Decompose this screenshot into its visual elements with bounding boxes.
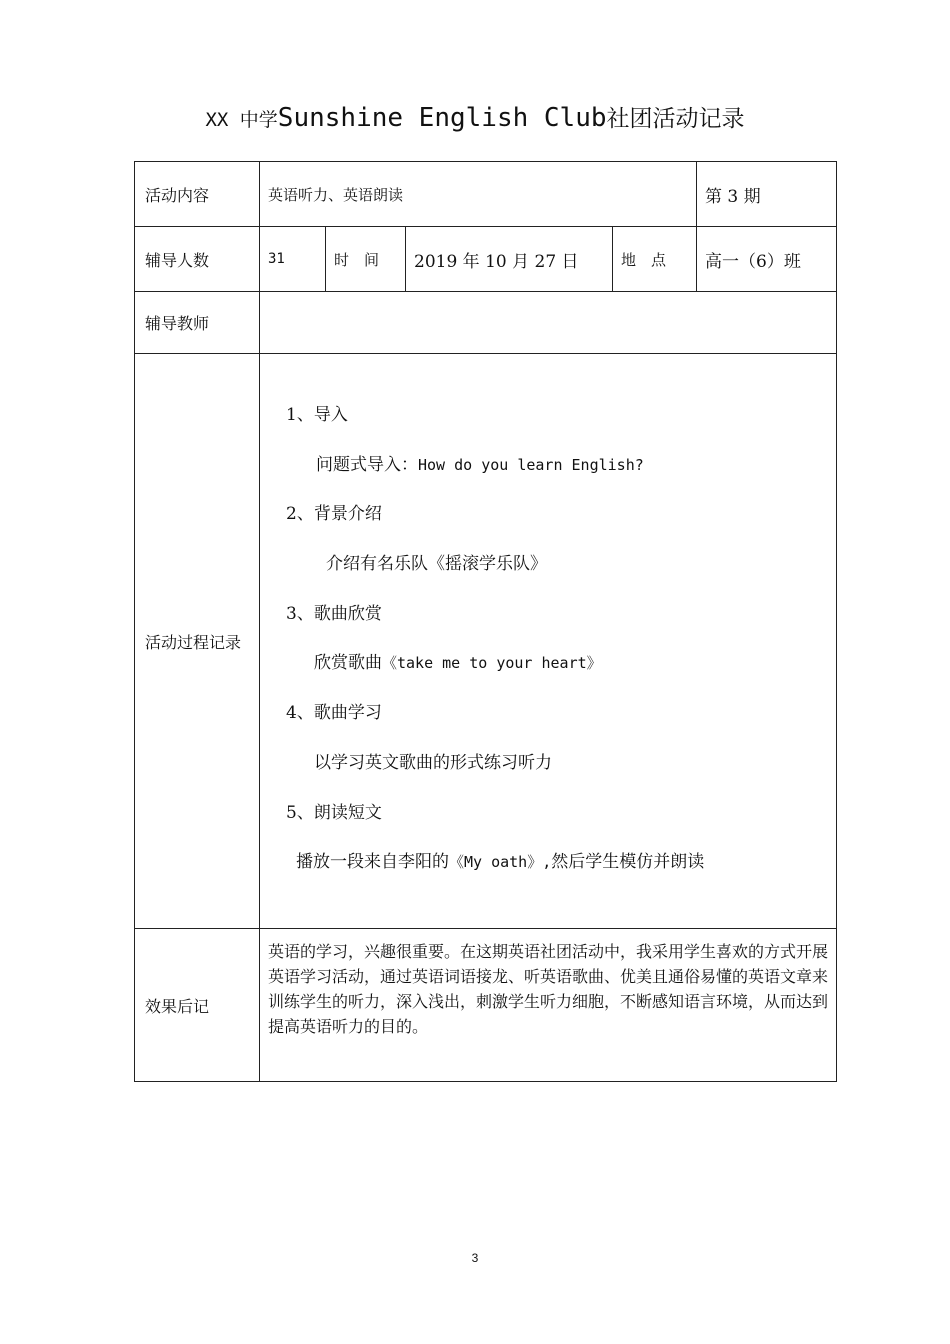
content-label: 活动内容	[135, 162, 260, 227]
count-value: 31	[260, 227, 326, 292]
activity-record-table	[134, 161, 837, 1082]
process-content	[260, 354, 837, 929]
content-value: 英语听力、英语朗读	[260, 162, 697, 227]
teacher-value	[260, 292, 837, 354]
title-club-name: Sunshine English Club	[277, 103, 607, 133]
title-suffix: 社团活动记录	[606, 106, 745, 132]
process-line: 欣赏歌曲《take me to your heart》	[314, 653, 602, 674]
teacher-label: 辅导教师	[135, 292, 260, 354]
effect-label: 效果后记	[135, 929, 260, 1082]
title-prefix: XX 中学	[205, 109, 278, 131]
place-label: 地 点	[613, 227, 697, 292]
process-line: 以学习英文歌曲的形式练习听力	[314, 752, 552, 773]
page-number: 3	[471, 1251, 479, 1265]
row-process	[135, 354, 837, 929]
process-line: 3、歌曲欣赏	[286, 603, 382, 624]
place-value: 高一（6）班	[697, 227, 837, 292]
time-label: 时 间	[326, 227, 406, 292]
effect-text: 英语的学习，兴趣很重要。在这期英语社团活动中，我采用学生喜欢的方式开展英语学习活动，通过英语词语接龙、听英语歌曲、优美且通俗易懂的英语文章来训练学生的听力，深入浅出，刺激学生听力细胞，不断感知语言环境，从而达到提高英语听力的目的。	[260, 929, 837, 1082]
process-line: 1、导入	[286, 405, 348, 425]
row-teacher	[135, 292, 837, 354]
row-content	[135, 162, 837, 227]
document-title	[0, 100, 950, 133]
process-line: 播放一段来自李阳的《My oath》,然后学生模仿并朗读	[296, 852, 705, 873]
process-label: 活动过程记录	[135, 354, 260, 929]
process-line: 5、朗读短文	[286, 802, 382, 823]
row-count	[135, 227, 837, 292]
process-line: 4、歌曲学习	[286, 703, 382, 724]
count-label: 辅导人数	[135, 227, 260, 292]
process-line: 2、背景介绍	[286, 504, 382, 525]
process-line: 介绍有名乐队《摇滚学乐队》	[326, 554, 547, 575]
process-line: 问题式导入：How do you learn English?	[316, 454, 644, 475]
row-effect	[135, 929, 837, 1082]
week-value: 第 3 期	[697, 162, 837, 227]
time-value: 2019 年 10 月 27 日	[406, 227, 613, 292]
